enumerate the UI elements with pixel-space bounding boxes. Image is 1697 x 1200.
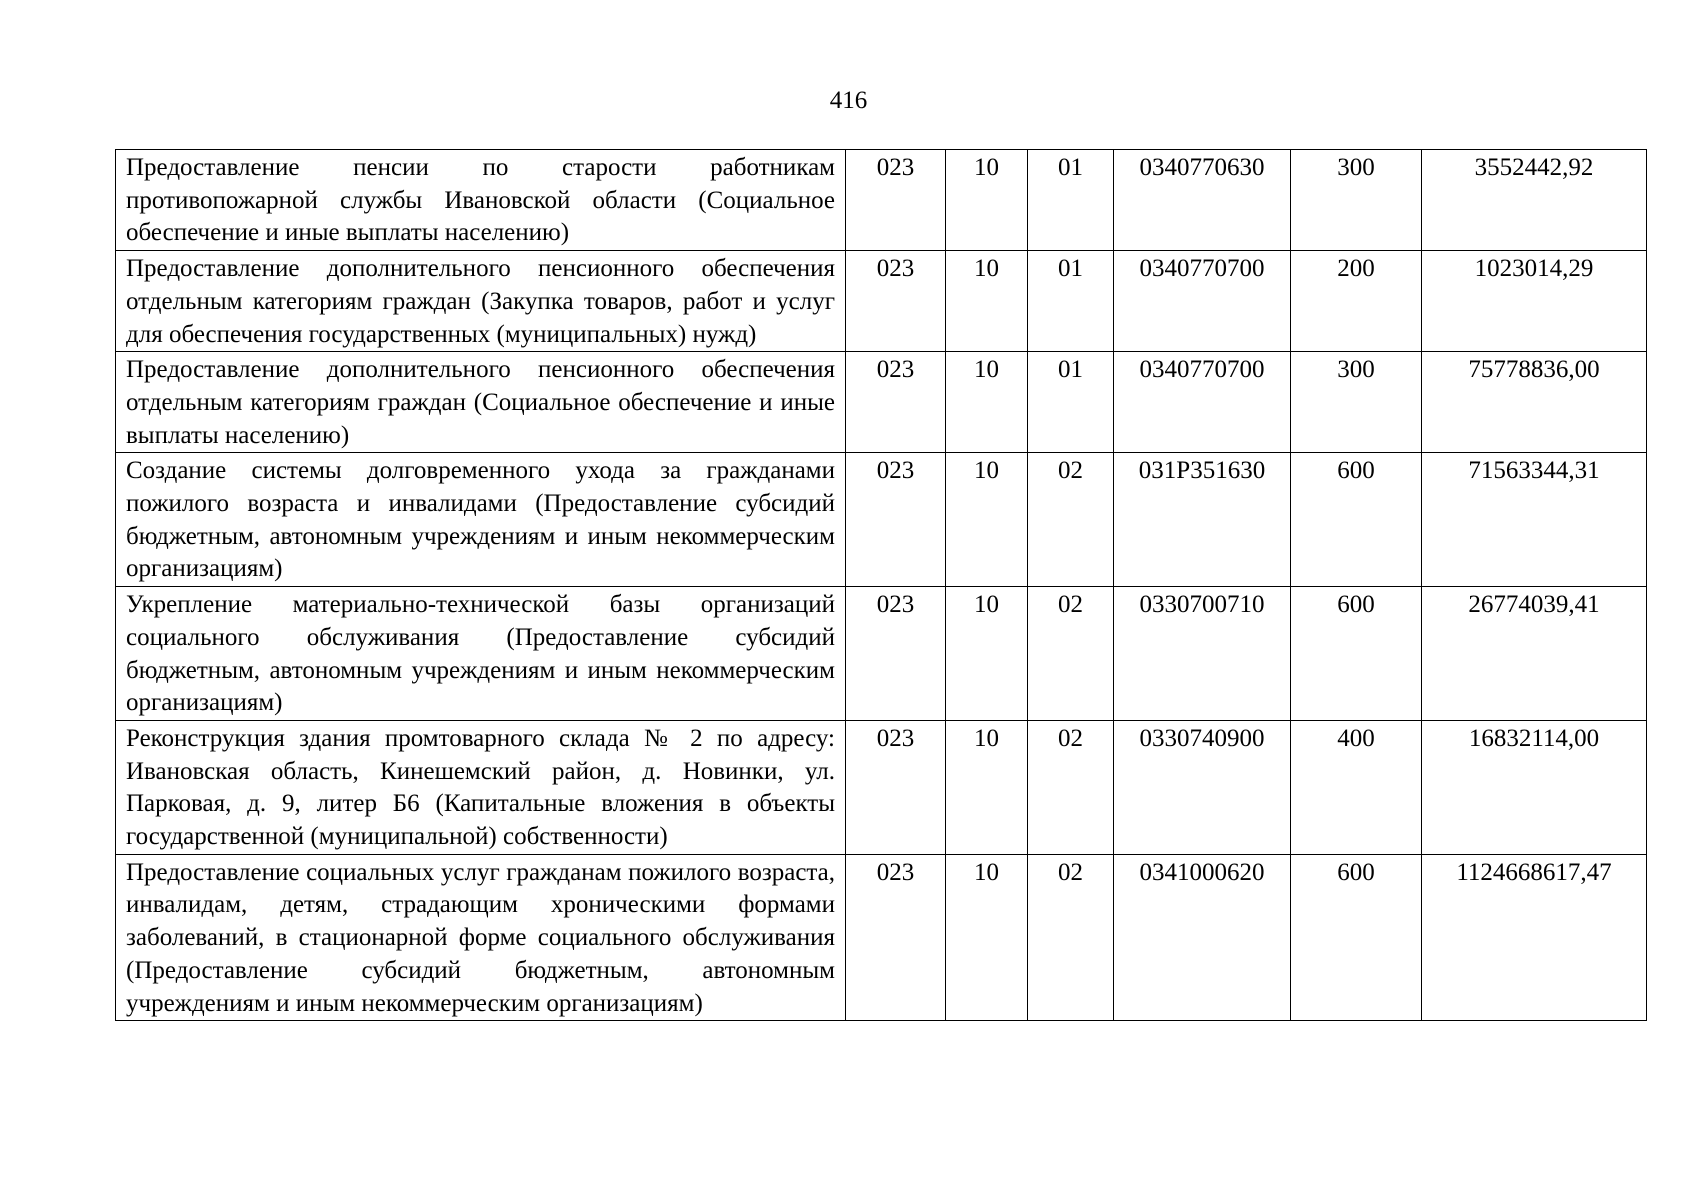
row-grbs-code: 023	[846, 150, 946, 251]
row-expense-type: 600	[1291, 854, 1422, 1021]
table-row	[116, 587, 1647, 721]
row-amount: 3552442,92	[1422, 150, 1647, 251]
table-row	[116, 720, 1647, 854]
row-description: Предоставление дополнительного пенсионного обеспечения отдельным категориям граждан (Закупка товаров, работ и услуг для обеспечения государственных (муниципальных) нужд)	[116, 251, 846, 352]
row-expense-type: 400	[1291, 720, 1422, 854]
row-expense-type: 300	[1291, 150, 1422, 251]
row-description: Создание системы долговременного ухода за гражданами пожилого возраста и инвалидами (Предоставление субсидий бюджетным, автономным учреждениям и иным некоммерческим организациям)	[116, 453, 846, 587]
row-amount: 1124668617,47	[1422, 854, 1647, 1021]
table-row	[116, 150, 1647, 251]
row-section-code: 10	[946, 150, 1028, 251]
row-grbs-code: 023	[846, 453, 946, 587]
row-expense-type: 300	[1291, 352, 1422, 453]
row-description: Реконструкция здания промтоварного склада № 2 по адресу: Ивановская область, Кинешемский район, д. Новинки, ул. Парковая, д. 9, литер Б6 (Капитальные вложения в объекты государственной (муниципальной) собственности)	[116, 720, 846, 854]
row-grbs-code: 023	[846, 587, 946, 721]
row-subsection-code: 02	[1028, 854, 1114, 1021]
row-subsection-code: 02	[1028, 720, 1114, 854]
row-grbs-code: 023	[846, 854, 946, 1021]
table-row	[116, 854, 1647, 1021]
row-expense-type: 200	[1291, 251, 1422, 352]
row-description: Предоставление дополнительного пенсионного обеспечения отдельным категориям граждан (Социальное обеспечение и иные выплаты населению)	[116, 352, 846, 453]
row-target-article: 0340770630	[1114, 150, 1291, 251]
row-target-article: 0341000620	[1114, 854, 1291, 1021]
table-row	[116, 352, 1647, 453]
row-grbs-code: 023	[846, 251, 946, 352]
row-subsection-code: 01	[1028, 251, 1114, 352]
row-section-code: 10	[946, 352, 1028, 453]
row-expense-type: 600	[1291, 587, 1422, 721]
row-grbs-code: 023	[846, 352, 946, 453]
page-number: 416	[829, 87, 868, 114]
row-target-article: 0330740900	[1114, 720, 1291, 854]
row-subsection-code: 02	[1028, 587, 1114, 721]
row-amount: 16832114,00	[1422, 720, 1647, 854]
row-subsection-code: 02	[1028, 453, 1114, 587]
row-description: Укрепление материально-технической базы организаций социального обслуживания (Предоставление субсидий бюджетным, автономным учреждениям и иным некоммерческим организациям)	[116, 587, 846, 721]
row-section-code: 10	[946, 720, 1028, 854]
row-section-code: 10	[946, 587, 1028, 721]
row-target-article: 0340770700	[1114, 352, 1291, 453]
row-grbs-code: 023	[846, 720, 946, 854]
row-target-article: 0340770700	[1114, 251, 1291, 352]
row-description: Предоставление пенсии по старости работникам противопожарной службы Ивановской области (Социальное обеспечение и иные выплаты населению)	[116, 150, 846, 251]
table-row	[116, 251, 1647, 352]
row-expense-type: 600	[1291, 453, 1422, 587]
row-section-code: 10	[946, 854, 1028, 1021]
table-row	[116, 453, 1647, 587]
row-subsection-code: 01	[1028, 150, 1114, 251]
row-subsection-code: 01	[1028, 352, 1114, 453]
row-amount: 71563344,31	[1422, 453, 1647, 587]
budget-table	[115, 149, 1647, 1021]
row-description: Предоставление социальных услуг гражданам пожилого возраста, инвалидам, детям, страдающим хроническими формами заболеваний, в стационарной форме социального обслуживания (Предоставление субсидий бюджетным, автономным учреждениям и иным некоммерческим организациям)	[116, 854, 846, 1021]
row-amount: 26774039,41	[1422, 587, 1647, 721]
row-amount: 1023014,29	[1422, 251, 1647, 352]
row-target-article: 0330700710	[1114, 587, 1291, 721]
row-section-code: 10	[946, 453, 1028, 587]
row-section-code: 10	[946, 251, 1028, 352]
row-target-article: 031P351630	[1114, 453, 1291, 587]
row-amount: 75778836,00	[1422, 352, 1647, 453]
